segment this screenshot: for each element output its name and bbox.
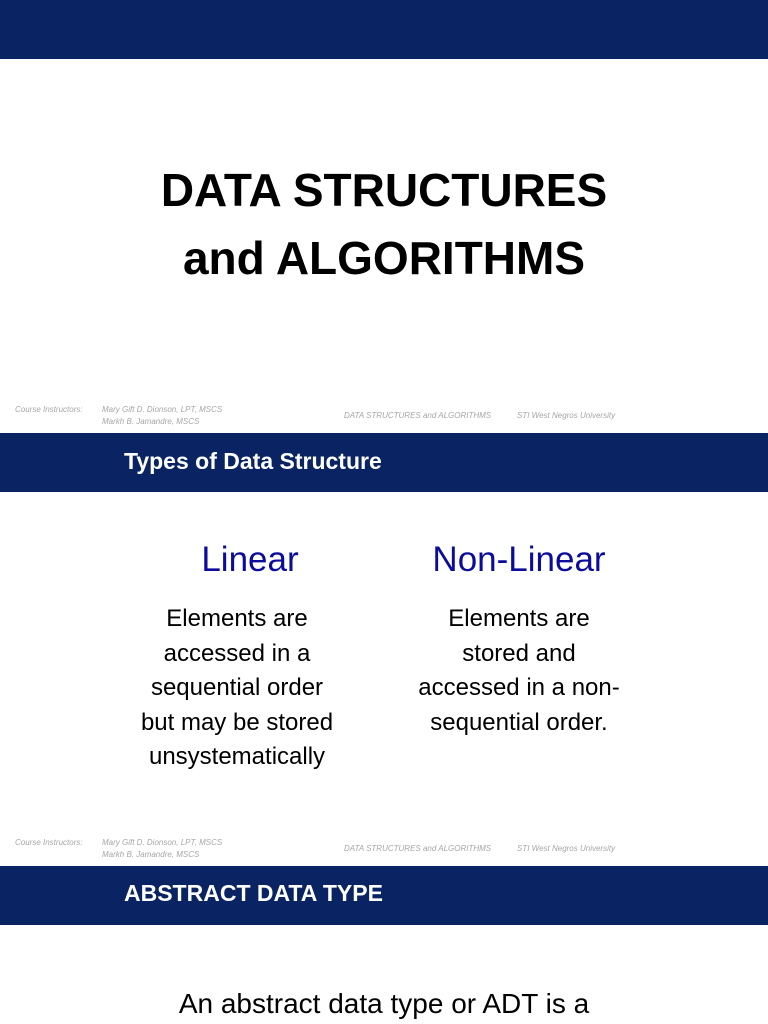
nonlinear-desc-line: accessed in a non- bbox=[418, 674, 620, 701]
footer1-label: Course Instructors: bbox=[15, 405, 83, 414]
footer2-instructor2: Markh B. Jamandre, MSCS bbox=[102, 850, 200, 859]
footer1-course: DATA STRUCTURES and ALGORITHMS bbox=[344, 411, 492, 420]
nonlinear-desc-line: sequential order. bbox=[430, 708, 608, 736]
slide3-header-title: ABSTRACT DATA TYPE bbox=[124, 880, 383, 906]
slide1-title-line2: and ALGORITHMS bbox=[182, 232, 586, 284]
linear-desc-line: sequential order bbox=[150, 674, 324, 701]
linear-desc-line: accessed in a bbox=[163, 639, 311, 667]
footer2-course: DATA STRUCTURES and ALGORITHMS bbox=[344, 844, 492, 853]
footer1-instructor2: Markh B. Jamandre, MSCS bbox=[102, 417, 200, 426]
linear-desc-line: Elements are bbox=[166, 605, 308, 632]
linear-desc-line: unsystematically bbox=[148, 743, 326, 770]
slide3-header-band bbox=[0, 866, 768, 925]
footer1-instructor1: Mary Gift D. Dionson, LPT, MSCS bbox=[102, 405, 223, 414]
nonlinear-heading: Non-Linear bbox=[432, 540, 606, 579]
linear-heading: Linear bbox=[201, 540, 299, 579]
footer2-label: Course Instructors: bbox=[15, 838, 83, 847]
linear-desc-line: but may be stored bbox=[140, 708, 334, 736]
slide2-header-band bbox=[0, 433, 768, 492]
linear-description bbox=[110, 602, 364, 775]
footer2-school: STI West Negros University bbox=[517, 844, 616, 853]
footer2-instructor1: Mary Gift D. Dionson, LPT, MSCS bbox=[102, 838, 223, 847]
nonlinear-desc-line: Elements are bbox=[448, 605, 590, 632]
slide1-header-band bbox=[0, 0, 768, 59]
slide1-title-line1: DATA STRUCTURES bbox=[160, 164, 608, 216]
nonlinear-description bbox=[392, 602, 646, 740]
slide3-body-text: An abstract data type or ADT is a bbox=[178, 988, 590, 1019]
footer1-school: STI West Negros University bbox=[517, 411, 616, 420]
slide2-header-title: Types of Data Structure bbox=[124, 448, 382, 474]
nonlinear-desc-line: stored and bbox=[462, 639, 576, 667]
